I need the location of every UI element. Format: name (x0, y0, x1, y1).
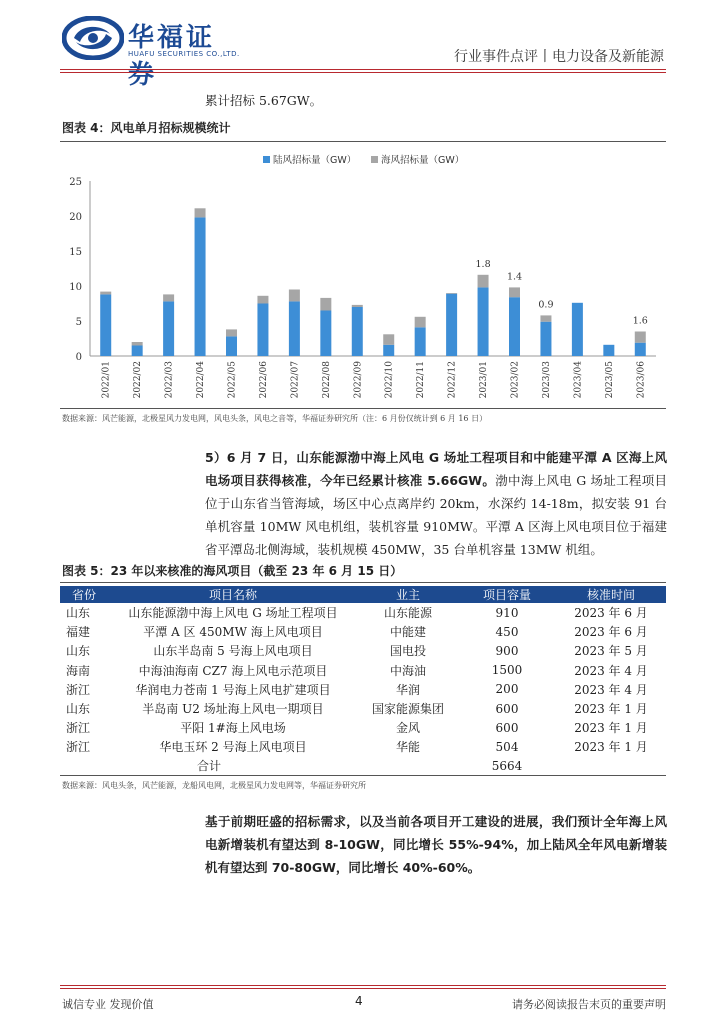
bar-onshore (572, 303, 583, 356)
x-tick-label: 2022/11 (416, 361, 427, 399)
data-label: 1.4 (506, 271, 523, 283)
bar-offshore (383, 334, 394, 345)
table-total-row (60, 757, 666, 776)
logo-cn-text: 华福证券 (128, 23, 216, 90)
figure5-source: 数据来源：风电头条，风芒能源，龙船风电网，北极星风力发电网等，华福证券研究所 (62, 781, 366, 790)
capacity-cell: 600 (495, 720, 519, 735)
bar-offshore (257, 296, 268, 304)
bar-offshore (415, 317, 426, 328)
bar-offshore (132, 342, 143, 346)
bar-offshore (509, 287, 520, 297)
legend-offshore: 海风招标量（GW） (381, 155, 465, 166)
bar-offshore (352, 305, 363, 307)
x-tick-label: 2022/05 (227, 361, 238, 399)
province-cell: 山东 (66, 702, 91, 717)
paragraph-approval-body: 渤中海上风电 G 场址工程项目位于山东省当管海域，场区中心点离岸约 20km，水深约 14-18m，拟安装 91 台单机容量 10MW 风电机组，装机容量 910MW。平潭 A 区海上风电项目位于福建省平潭岛北侧海域，装机规模 450MW，35 台单机容量 13MW 机组。 (205, 473, 668, 557)
capacity-cell: 504 (495, 739, 519, 754)
bar-onshore (226, 336, 237, 356)
date-cell: 2023 年 6 月 (574, 606, 648, 621)
bar-onshore (320, 311, 331, 357)
x-tick-label: 2023/04 (573, 361, 584, 399)
date-cell: 2023 年 1 月 (574, 702, 648, 717)
date-cell: 2023 年 1 月 (574, 740, 648, 755)
x-tick-label: 2022/02 (133, 361, 144, 399)
capacity-cell: 910 (495, 605, 519, 620)
project-cell: 山东半岛南 5 号海上风电项目 (153, 644, 313, 659)
total-empty-date (556, 757, 666, 776)
y-tick-label: 20 (69, 212, 82, 223)
bar-onshore (446, 294, 457, 356)
province-cell: 浙江 (66, 682, 91, 697)
province-cell: 浙江 (66, 740, 91, 755)
footer-divider-thin (60, 988, 666, 989)
paragraph-outlook (205, 810, 667, 879)
province-cell: 山东 (66, 644, 91, 659)
owner-cell: 中海油 (389, 663, 426, 678)
x-tick-label: 2023/05 (604, 361, 615, 399)
y-tick-label: 10 (69, 282, 82, 293)
footer-divider (60, 985, 666, 986)
figure4-source: 数据来源：风芒能源，北极星风力发电网，风电头条，风电之音等，华福证券研究所（注：6 月份仅统计到 6 月 16 日） (62, 414, 488, 423)
legend-onshore: 陆风招标量（GW） (273, 155, 357, 166)
col-project: 项目名称 (108, 586, 358, 603)
total-label: 合计 (60, 757, 358, 776)
owner-cell: 山东能源 (383, 606, 432, 621)
approved-projects-table (60, 586, 666, 776)
owner-cell: 国电投 (389, 644, 426, 659)
owner-cell: 金风 (395, 721, 420, 736)
footer-slogan: 诚信专业 发现价值 (62, 998, 154, 1011)
bar-offshore (289, 290, 300, 302)
capacity-cell: 600 (495, 701, 519, 716)
table-header-row (60, 586, 666, 603)
project-cell: 山东能源渤中海上风电 G 场址工程项目 (128, 606, 338, 621)
table-row (60, 622, 666, 641)
x-tick-label: 2023/02 (510, 361, 521, 399)
intro-text: 累计招标 5.67GW。 (205, 93, 323, 108)
bar-onshore (383, 345, 394, 356)
bar-offshore (163, 294, 174, 301)
bar-offshore (226, 329, 237, 336)
project-cell: 华润电力苍南 1 号海上风电扩建项目 (135, 682, 331, 697)
province-cell: 海南 (66, 663, 91, 678)
x-tick-label: 2022/10 (384, 361, 395, 399)
col-owner: 业主 (358, 586, 458, 603)
col-date: 核准时间 (556, 586, 666, 603)
project-cell: 华电玉环 2 号海上风电项目 (159, 740, 307, 755)
bar-offshore (100, 292, 111, 295)
bid-volume-chart (60, 148, 666, 403)
col-capacity: 项目容量 (458, 586, 556, 603)
y-tick-label: 5 (75, 317, 82, 328)
col-province: 省份 (60, 586, 108, 603)
company-logo (62, 14, 242, 90)
owner-cell: 中能建 (389, 625, 426, 640)
y-tick-label: 25 (69, 177, 82, 188)
bar-offshore (635, 332, 646, 343)
figure5-top-rule (60, 582, 666, 583)
x-tick-label: 2022/06 (258, 361, 269, 399)
date-cell: 2023 年 4 月 (574, 663, 648, 678)
bar-onshore (603, 345, 614, 356)
x-tick-label: 2022/01 (101, 361, 112, 399)
table-row (60, 661, 666, 680)
data-label: 1.8 (475, 258, 491, 270)
owner-cell: 华能 (395, 740, 420, 755)
legend-swatch-onshore (263, 156, 270, 163)
project-cell: 半岛南 U2 场址海上风电一期项目 (142, 702, 324, 717)
table-row (60, 603, 666, 622)
province-cell: 浙江 (66, 721, 91, 736)
province-cell: 山东 (66, 606, 91, 621)
project-cell: 平潭 A 区 450MW 海上风电项目 (143, 625, 323, 640)
paragraph-approval (205, 446, 667, 561)
huafu-logo-icon (62, 16, 124, 60)
y-tick-label: 15 (69, 247, 82, 258)
x-tick-label: 2022/09 (353, 361, 364, 399)
total-empty-owner (358, 757, 458, 776)
legend-swatch-offshore (371, 156, 378, 163)
header-divider (60, 69, 666, 70)
table-row (60, 737, 666, 756)
date-cell: 2023 年 1 月 (574, 721, 648, 736)
bar-onshore (132, 346, 143, 357)
bar-onshore (195, 217, 206, 356)
y-tick-label: 0 (75, 352, 82, 363)
bar-offshore (195, 208, 206, 217)
paragraph-outlook-text: 基于前期旺盛的招标需求，以及当前各项目开工建设的进展，我们预计全年海上风电新增装机有望达到 8-10GW，同比增长 55%-94%，加上陆风全年风电新增装机有望达到 70-80GW，同比增长 40%-60%。 (205, 814, 667, 875)
project-cell: 中海油海南 CZ7 海上风电示范项目 (138, 663, 328, 678)
figure4-top-rule (60, 141, 666, 142)
bar-onshore (540, 322, 551, 356)
figure4-bottom-rule (60, 408, 666, 409)
capacity-cell: 450 (495, 624, 519, 639)
x-tick-label: 2022/04 (196, 361, 207, 399)
bar-offshore (540, 315, 551, 321)
table-row (60, 680, 666, 699)
bar-onshore (352, 307, 363, 356)
x-tick-label: 2023/03 (541, 361, 552, 399)
bar-offshore (446, 293, 457, 294)
bar-onshore (100, 294, 111, 356)
x-tick-label: 2022/07 (290, 361, 301, 399)
x-tick-label: 2022/08 (321, 361, 332, 399)
bar-offshore (320, 298, 331, 311)
page-number: 4 (355, 994, 363, 1008)
bar-onshore (257, 304, 268, 357)
owner-cell: 华润 (395, 682, 420, 697)
header-divider-thin (60, 72, 666, 73)
bar-onshore (509, 297, 520, 356)
footer-disclaimer: 请务必阅读报告末页的重要声明 (512, 998, 666, 1011)
table-row (60, 641, 666, 660)
date-cell: 2023 年 6 月 (574, 625, 648, 640)
capacity-cell: 1500 (491, 663, 523, 678)
figure4-title: 图表 4：风电单月招标规模统计 (62, 121, 231, 135)
figure5-title: 图表 5：23 年以来核准的海风项目（截至 23 年 6 月 15 日） (62, 564, 403, 578)
bar-onshore (415, 327, 426, 356)
x-tick-label: 2023/06 (636, 361, 647, 399)
bar-onshore (478, 287, 489, 356)
owner-cell: 国家能源集团 (371, 702, 444, 717)
report-section: 行业事件点评丨电力设备及新能源 (454, 49, 664, 65)
capacity-cell: 200 (495, 682, 519, 697)
x-tick-label: 2023/01 (479, 361, 490, 399)
bar-onshore (163, 301, 174, 356)
bar-onshore (289, 301, 300, 356)
x-tick-label: 2022/12 (447, 361, 458, 399)
project-cell: 平阳 1#海上风电场 (180, 721, 286, 736)
total-value: 5664 (458, 757, 556, 776)
capacity-cell: 900 (495, 643, 519, 658)
x-tick-label: 2022/03 (164, 361, 175, 399)
logo-en-text: HUAFU SECURITIES CO.,LTD. (128, 50, 240, 58)
province-cell: 福建 (66, 625, 91, 640)
table-row (60, 718, 666, 737)
paragraph-approval-bold: 5）6 月 7 日，山东能源渤中海上风电 G 场址工程项目和中能建平潭 A 区海上风电场项目获得核准，今年已经累计核准 5.66GW。 (205, 450, 667, 488)
bar-offshore (478, 275, 489, 288)
bar-onshore (635, 343, 646, 356)
data-label: 0.9 (538, 299, 554, 311)
date-cell: 2023 年 4 月 (574, 682, 648, 697)
data-label: 1.6 (632, 315, 648, 327)
table-row (60, 699, 666, 718)
date-cell: 2023 年 5 月 (574, 644, 648, 659)
